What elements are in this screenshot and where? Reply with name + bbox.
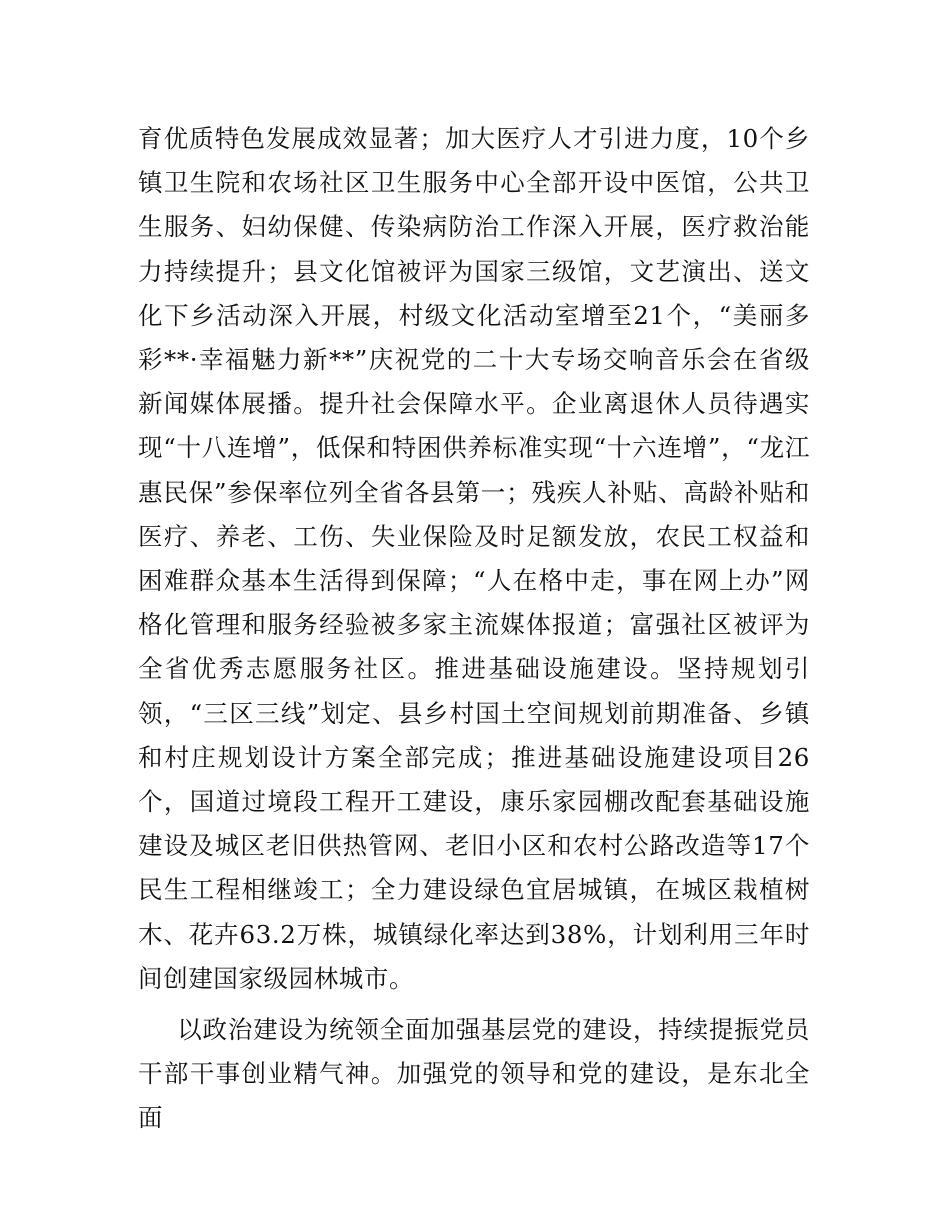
- body-text: [138, 117, 810, 1141]
- paragraph-continued: 育优质特色发展成效显著；加大医疗人才引进力度，10个乡镇卫生院和农场社区卫生服务中心全部开设中医馆，公共卫生服务、妇幼保健、传染病防治工作深入开展，医疗救治能力持续提升；县文化馆被评为国家三级馆，文艺演出、送文化下乡活动深入开展，村级文化活动室增至21个，“美丽多彩**·幸福魅力新**”庆祝党的二十大专场交响音乐会在省级新闻媒体展播。提升社会保障水平。企业离退休人员待遇实现“十八连增”，低保和特困供养标准实现“十六连增”，“龙江惠民保”参保率位列全省各县第一；残疾人补贴、高龄补贴和医疗、养老、工伤、失业保险及时足额发放，农民工权益和困难群众基本生活得到保障；“人在格中走，事在网上办”网格化管理和服务经验被多家主流媒体报道；富强社区被评为全省优秀志愿服务社区。推进基础设施建设。坚持规划引领，“三区三线”划定、县乡村国土空间规划前期准备、乡镇和村庄规划设计方案全部完成；推进基础设施建设项目26个，国道过境段工程开工建设，康乐家园棚改配套基础设施建设及城区老旧供热管网、老旧小区和农村公路改造等17个民生工程相继竣工；全力建设绿色宜居城镇，在城区栽植树木、花卉63.2万株，城镇绿化率达到38%，计划利用三年时间创建国家级园林城市。: [138, 124, 810, 993]
- paragraph-party-building: 以政治建设为统领全面加强基层党的建设，持续提振党员干部干事创业精气神。加强党的领导和党的建设，是东北全面: [138, 1015, 810, 1133]
